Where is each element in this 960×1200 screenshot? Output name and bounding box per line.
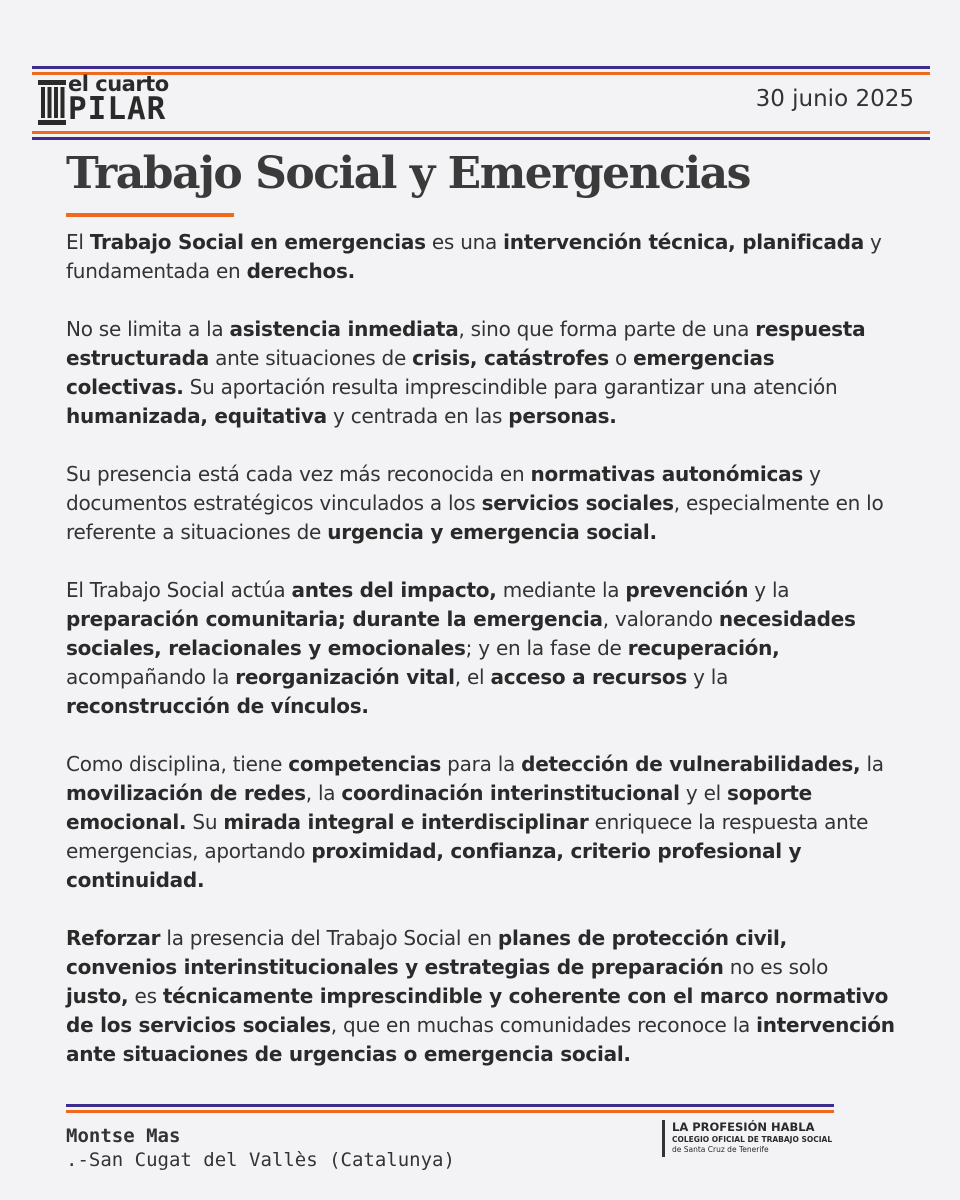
page-title: Trabajo Social y Emergencias bbox=[66, 148, 750, 199]
bold-text: proximidad, confianza, criterio profesional y continuidad. bbox=[66, 839, 802, 892]
text-run: la presencia del Trabajo Social en bbox=[160, 926, 498, 950]
bold-text: reorganización vital bbox=[235, 665, 455, 689]
text-run: El Trabajo Social actúa bbox=[66, 578, 292, 602]
bold-text: detección de vulnerabilidades, bbox=[521, 752, 861, 776]
paragraph-1 bbox=[66, 228, 896, 286]
text-run: Su bbox=[186, 810, 224, 834]
pillar-icon bbox=[38, 80, 68, 126]
text-run: enriquece la respuesta ante emergencias, aportando bbox=[66, 810, 869, 863]
bold-text: crisis, catástrofes bbox=[412, 346, 609, 370]
text-run: y documentos estratégicos vinculados a los bbox=[66, 462, 821, 515]
publication-date: 30 junio 2025 bbox=[755, 86, 914, 112]
logo-line-2: PILAR bbox=[68, 91, 167, 127]
badge-divider bbox=[662, 1120, 665, 1157]
bold-text: soporte emocional. bbox=[66, 781, 812, 834]
bold-text: derechos. bbox=[246, 259, 355, 283]
bold-text: movilización de redes bbox=[66, 781, 306, 805]
text-run: Su aportación resulta imprescindible para garantizar una atención bbox=[183, 375, 838, 399]
bold-text: preparación comunitaria; durante la emergencia bbox=[66, 607, 603, 631]
text-run: y centrada en las bbox=[326, 404, 509, 428]
text-run: y el bbox=[679, 781, 728, 805]
bold-text: asistencia inmediata bbox=[229, 317, 459, 341]
bold-text: emergencias colectivas. bbox=[66, 346, 775, 399]
text-run: Como disciplina, tiene bbox=[66, 752, 289, 776]
bold-text: Trabajo Social en emergencias bbox=[89, 230, 426, 254]
paragraph-3 bbox=[66, 460, 896, 547]
bold-text: técnicamente imprescindible y coherente con el marco normativo de los servicios sociales bbox=[66, 984, 889, 1037]
text-run: no es solo bbox=[723, 955, 829, 979]
bold-text: recuperación, bbox=[627, 636, 780, 660]
header-bottom-rule-purple bbox=[32, 137, 930, 140]
logo bbox=[38, 72, 198, 128]
bold-text: acceso a recursos bbox=[490, 665, 687, 689]
author-block bbox=[66, 1124, 455, 1172]
text-run: es una bbox=[425, 230, 504, 254]
bold-text: mirada integral e interdisciplinar bbox=[223, 810, 589, 834]
text-run: mediante la bbox=[496, 578, 626, 602]
text-run: , sino que forma parte de una bbox=[458, 317, 756, 341]
bold-text: humanizada, equitativa bbox=[66, 404, 327, 428]
text-run: y fundamentada en bbox=[66, 230, 882, 283]
bold-text: coordinación interinstitucional bbox=[341, 781, 680, 805]
bold-text: personas. bbox=[508, 404, 617, 428]
paragraph-5 bbox=[66, 750, 896, 895]
text-run: No se limita a la bbox=[66, 317, 230, 341]
footer-rule-orange bbox=[66, 1110, 834, 1113]
header-top-rule-purple bbox=[32, 66, 930, 69]
bold-text: intervención técnica, planificada bbox=[503, 230, 864, 254]
author-name: Montse Mas bbox=[66, 1125, 181, 1147]
text-run: acompañando la bbox=[66, 665, 236, 689]
bold-text: planes de protección civil, convenios interinstitucionales y estrategias de preparación bbox=[66, 926, 787, 979]
bold-text: competencias bbox=[288, 752, 442, 776]
text-run: y la bbox=[687, 665, 729, 689]
text-run: ; y en la fase de bbox=[465, 636, 628, 660]
bold-text: prevención bbox=[625, 578, 749, 602]
text-run: , especialmente en lo referente a situaciones de bbox=[66, 491, 884, 544]
text-run: ante situaciones de bbox=[208, 346, 413, 370]
bold-text: normativas autonómicas bbox=[530, 462, 803, 486]
text-run: , que en muchas comunidades reconoce la bbox=[330, 1013, 757, 1037]
bold-text: justo, bbox=[66, 984, 129, 1008]
bold-text: necesidades sociales, relacionales y emocionales bbox=[66, 607, 856, 660]
badge-region: de Santa Cruz de Tenerife bbox=[672, 1145, 769, 1154]
text-run: la bbox=[860, 752, 884, 776]
text-run: Su presencia está cada vez más reconocida en bbox=[66, 462, 531, 486]
paragraph-6 bbox=[66, 924, 896, 1069]
text-run: es bbox=[128, 984, 163, 1008]
badge-organization: COLEGIO OFICIAL DE TRABAJO SOCIAL bbox=[672, 1135, 833, 1144]
paragraph-4 bbox=[66, 576, 896, 721]
bold-text: antes del impacto, bbox=[291, 578, 497, 602]
paragraph-2 bbox=[66, 315, 896, 431]
author-location: .-San Cugat del Vallès (Catalunya) bbox=[66, 1149, 455, 1171]
organization-badge bbox=[662, 1120, 852, 1160]
text-run: , valorando bbox=[602, 607, 719, 631]
text-run: , la bbox=[305, 781, 342, 805]
bold-text: respuesta estructurada bbox=[66, 317, 866, 370]
footer-rule-purple bbox=[66, 1104, 834, 1107]
title-underline bbox=[66, 213, 234, 217]
text-run: para la bbox=[441, 752, 522, 776]
article-body bbox=[66, 228, 896, 1098]
bold-text: reconstrucción de vínculos. bbox=[66, 694, 369, 718]
text-run: , el bbox=[454, 665, 491, 689]
bold-text: intervención ante situaciones de urgencias o emergencia social. bbox=[66, 1013, 895, 1066]
bold-text: urgencia y emergencia social. bbox=[327, 520, 657, 544]
badge-title: LA PROFESIÓN HABLA bbox=[672, 1120, 815, 1134]
text-run: El bbox=[66, 230, 90, 254]
header-bottom-rule-orange bbox=[32, 131, 930, 134]
logo-line-1: el cuarto bbox=[68, 72, 169, 96]
bold-text: servicios sociales bbox=[481, 491, 674, 515]
bold-text: Reforzar bbox=[66, 926, 161, 950]
text-run: y la bbox=[748, 578, 790, 602]
text-run: o bbox=[608, 346, 634, 370]
